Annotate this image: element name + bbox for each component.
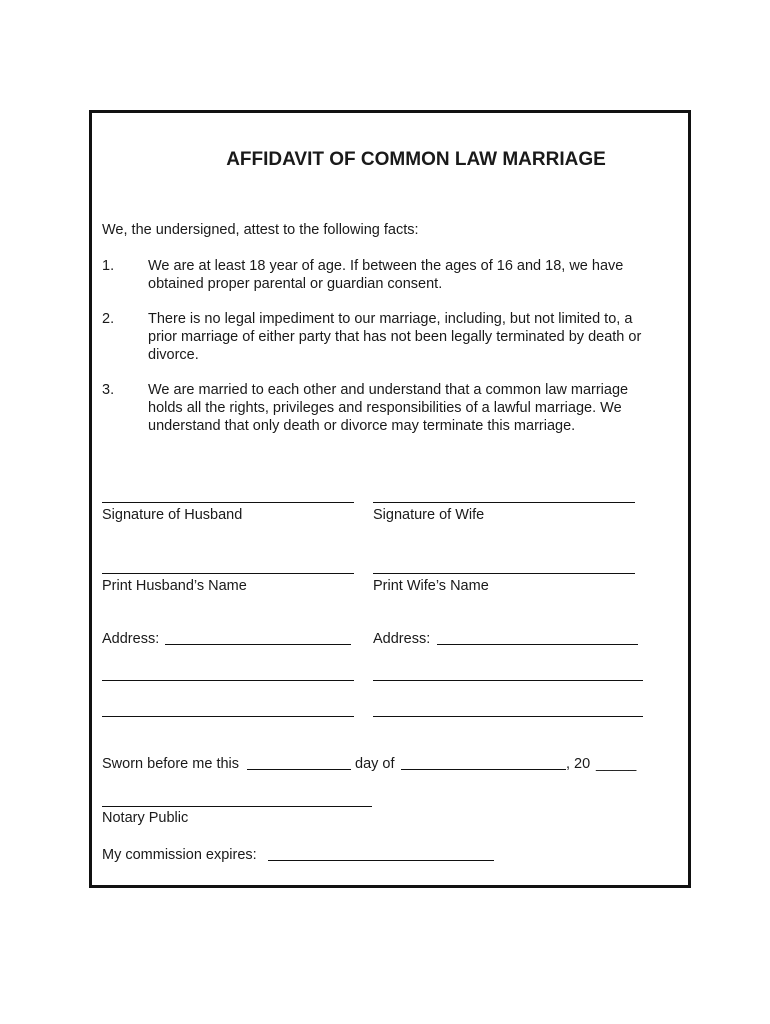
- notary-signature-line[interactable]: [102, 806, 372, 807]
- item-3-line-3: understand that only death or divorce may terminate this marriage.: [148, 418, 576, 434]
- sworn-day-blank[interactable]: [247, 769, 351, 770]
- sworn-prefix: Sworn before me this: [102, 756, 240, 772]
- sworn-month-blank[interactable]: [401, 769, 566, 770]
- item-2-number: 2.: [102, 311, 115, 327]
- husband-address-line-2[interactable]: [102, 680, 354, 681]
- wife-address-line-2[interactable]: [373, 680, 643, 681]
- husband-signature-label: Signature of Husband: [102, 507, 243, 523]
- wife-address-line-3[interactable]: [373, 716, 643, 717]
- wife-name-line[interactable]: [373, 573, 635, 574]
- husband-signature-line[interactable]: [102, 502, 354, 503]
- intro-text: We, the undersigned, attest to the following facts:: [102, 222, 419, 238]
- document-title: AFFIDAVIT OF COMMON LAW MARRIAGE: [226, 149, 606, 170]
- item-3-line-1: We are married to each other and understand that a common law marriage: [148, 382, 629, 398]
- husband-address-line-3[interactable]: [102, 716, 354, 717]
- item-1-line-2: obtained proper parental or guardian consent.: [148, 276, 443, 292]
- item-3-line-2: holds all the rights, privileges and responsibilities of a lawful marriage. We: [148, 400, 622, 416]
- sworn-day-of: day of: [355, 756, 395, 772]
- commission-expires-line[interactable]: [268, 860, 494, 861]
- item-1-number: 1.: [102, 258, 115, 274]
- wife-address-label: Address:: [373, 631, 431, 647]
- affidavit-form: [89, 110, 691, 888]
- sworn-year-blank[interactable]: _____: [596, 756, 637, 772]
- husband-name-line[interactable]: [102, 573, 354, 574]
- wife-signature-label: Signature of Wife: [373, 507, 485, 523]
- item-2-line-1: There is no legal impediment to our marriage, including, but not limited to, a: [148, 311, 633, 327]
- wife-signature-line[interactable]: [373, 502, 635, 503]
- husband-address-label: Address:: [102, 631, 160, 647]
- notary-label: Notary Public: [102, 810, 189, 826]
- item-2-line-3: divorce.: [148, 347, 199, 363]
- sworn-year-prefix: , 20: [566, 756, 591, 772]
- wife-address-line-1[interactable]: [437, 644, 638, 645]
- item-3-number: 3.: [102, 382, 115, 398]
- item-2-line-2: prior marriage of either party that has not been legally terminated by death or: [148, 329, 642, 345]
- husband-name-label: Print Husband’s Name: [102, 578, 247, 594]
- commission-label: My commission expires:: [102, 847, 257, 863]
- husband-address-line-1[interactable]: [165, 644, 351, 645]
- wife-name-label: Print Wife’s Name: [373, 578, 489, 594]
- item-1-line-1: We are at least 18 year of age. If between the ages of 16 and 18, we have: [148, 258, 624, 274]
